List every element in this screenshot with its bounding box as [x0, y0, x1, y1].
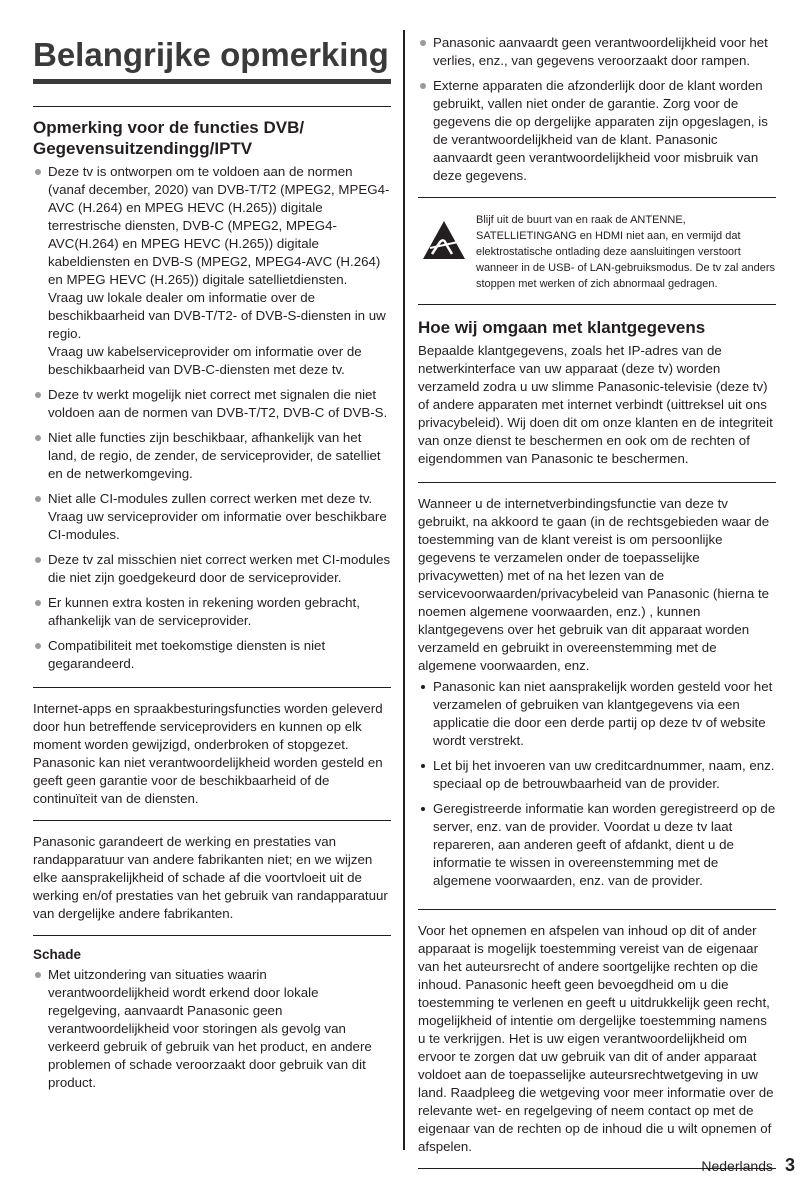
- list-item: Geregistreerde informatie kan worden geregistreerd op de server, enz. van de provider. Voordat u deze tv laat repareren, aan anderen geeft of afdankt, dient u de informatie te wissen in overeenstemming met de algemene voorwaarden, enz. van de provider.: [418, 800, 776, 890]
- paragraph: Voor het opnemen en afspelen van inhoud op dit of ander apparaat is mogelijk toestemming vereist van de eigenaar van het auteursrecht of andere soortgelijke rechten op die inhoud. Panasonic heeft geen bevoegdheid om u die toestemming te verlenen en geeft u uitdrukkelijk geen recht, mogelijkheid of intentie om dergelijke toestemming namens u te verkrijgen. Het is uw eigen verantwoordelijkheid om ervoor te zorgen dat uw gebruik van dit of ander apparaat voldoet aan de toepasselijke auteursrechtwetgeving in uw land. Raadpleeg die wetgeving voor meer informatie over de relevante wet- en regelgeving of neem contact op met de eigenaar van de rechten op de inhoud die u wilt opnemen of afspelen.: [418, 923, 774, 1154]
- list-item: Niet alle functies zijn beschikbaar, afhankelijk van het land, de regio, de zender, de serviceprovider, de satelliet en de netwerkomgeving.: [33, 429, 391, 483]
- esd-warning: [418, 198, 776, 304]
- list-item: Panasonic aanvaardt geen verantwoordelijkheid voor het verlies, enz., van gegevens veroorzaakt door rampen.: [418, 34, 776, 70]
- list-item-text: Vraag uw lokale dealer om informatie over de beschikbaarheid van DVB-T/T2- of DVB-S-diensten in uw regio.: [48, 290, 386, 341]
- paragraph: Internet-apps en spraakbesturingsfuncties worden geleverd door hun betreffende serviceproviders en kunnen op elk moment worden gewijzigd, onderbroken of stopgezet.: [33, 701, 383, 752]
- list-item-text: Deze tv is ontworpen om te voldoen aan de normen (vanaf december, 2020) van DVB-T/T2 (MPEG2, MPEG4-AVC (H.264) en MPEG HEVC (H.265)) digitale terrestrische diensten, DVB-C (MPEG2, MPEG4-AVC(H.264) en MPEG HEVC (H.265)) digitale kabeldiensten en DVB-S (MPEG2, MPEG4-AVC (H.264) en MPEG HEVC (H.265)) digitale satellietdiensten.: [48, 164, 390, 287]
- dvb-list: [33, 163, 391, 673]
- list-item: Let bij het invoeren van uw creditcardnummer, naam, enz. speciaal op de betrouwbaarheid van de provider.: [418, 757, 776, 793]
- column-divider: [403, 30, 405, 1150]
- list-item: Compatibiliteit met toekomstige diensten is niet gegarandeerd.: [33, 637, 391, 673]
- divider: [33, 935, 391, 936]
- data-loss-list: [418, 34, 776, 185]
- list-item: Niet alle CI-modules zullen correct werken met deze tv. Vraag uw serviceprovider om informatie over beschikbare CI-modules.: [33, 490, 391, 544]
- divider: [33, 106, 391, 107]
- paragraph: Panasonic garandeert de werking en prestaties van randapparatuur van andere fabrikanten niet; en we wijzen elke aansprakelijkheid of schade af die voortvloeit uit de werking en/of prestaties van het gebruik van randapparatuur van dergelijke andere fabrikanten.: [33, 834, 388, 921]
- dvb-heading: Opmerking voor de functies DVB/ Gegevensuitzendingg/IPTV: [33, 118, 305, 158]
- divider: [418, 304, 776, 305]
- list-item: Externe apparaten die afzonderlijk door de klant worden gebruikt, vallen niet onder de garantie. Zorg voor de gegevens die op dergelijke apparaten zijn opgeslagen, is de verantwoordelijkheid van de klant. Panasonic aanvaardt geen verantwoordelijkheid voor misbruik van deze gegevens.: [418, 77, 776, 185]
- third-party-section: [33, 821, 391, 935]
- right-column: [418, 0, 776, 1169]
- paragraph: Panasonic kan niet verantwoordelijkheid worden gesteld en geeft geen garantie voor de beschikbaarheid of de continuïteit van de diensten.: [33, 755, 383, 806]
- footer-language: Nederlands: [701, 1158, 773, 1174]
- list-item: Deze tv zal misschien niet correct werken met CI-modules die niet zijn goedgekeurd door de serviceprovider.: [33, 551, 391, 587]
- esd-warning-icon: [422, 220, 466, 260]
- page-title: Belangrijke opmerking: [33, 36, 389, 73]
- paragraph: Wanneer u de internetverbindingsfunctie van deze tv gebruikt, na akkoord te gaan (in de rechtsgebieden waar de toestemming van de klant vereist is om persoonlijke gegevens te verzamelen onder de toepasselijke privacywetten) met of na het lezen van de servicevoorwaarden/privacybeleid van Panasonic (hierna te noemen algemene voorwaarden, enz.) , kunnen klantgegevens over het gebruik van dit apparaat worden verzameld en gebruikt in overeenstemming met de algemene voorwaarden, enz.: [418, 496, 770, 673]
- internet-list: [418, 678, 776, 890]
- page-number: 3: [784, 1155, 795, 1175]
- list-item: Er kunnen extra kosten in rekening worden gebracht, afhankelijk van de serviceprovider.: [33, 594, 391, 630]
- internet-connection-section: [418, 483, 776, 909]
- internet-apps-section: [33, 688, 391, 820]
- list-item-text: Vraag uw kabelserviceprovider om informatie over de beschikbaarheid van DVB-C-diensten met deze tv.: [48, 344, 362, 377]
- list-item: Deze tv werkt mogelijk niet correct met signalen die niet voldoen aan de normen van DVB-T/T2, DVB-C of DVB-S.: [33, 386, 391, 422]
- paragraph: Bepaalde klantgegevens, zoals het IP-adres van de netwerkinterface van uw apparaat (deze tv) worden verzameld zodra u uw slimme Panasonic-televisie (deze tv) of andere apparaten met internet verbindt (uittreksel uit ons privacybeleid). Wij doen dit om onze klanten en de integriteit van onze dienst te beschermen en ook om de rechten of eigendommen van Panasonic te beschermen.: [418, 343, 773, 466]
- schade-heading: Schade: [33, 947, 82, 962]
- list-item: [33, 163, 391, 379]
- list-item: Met uitzondering van situaties waarin verantwoordelijkheid wordt erkend door lokale regelgeving, aanvaardt Panasonic geen verantwoordelijkheid voor storingen als gevolg van verkeerd gebruik of gebruik van het product, en andere problemen of schade veroorzaakt door gebruik van dit product.: [33, 966, 391, 1092]
- copyright-section: [418, 910, 776, 1168]
- list-item: Panasonic kan niet aansprakelijk worden gesteld voor het verzamelen of gebruiken van klantgegevens via een applicatie die door een derde partij op deze tv of website wordt verstrekt.: [418, 678, 776, 750]
- schade-list: [33, 966, 391, 1092]
- klantgegevens-heading: Hoe wij omgaan met klantgegevens: [418, 318, 706, 337]
- left-column: [33, 0, 391, 1099]
- esd-warning-text: Blijf uit de buurt van en raak de ANTENNE, SATELLIETINGANG en HDMI niet aan, en vermijd dat elektrostatische ontlading deze aansluitingen verstoort wanneer in de USB- of LAN-gebruiksmodus. De tv zal anders stoppen met werken of zich abnormaal gedragen.: [476, 214, 775, 290]
- title-rule: [33, 79, 391, 84]
- page-footer: [701, 1155, 795, 1176]
